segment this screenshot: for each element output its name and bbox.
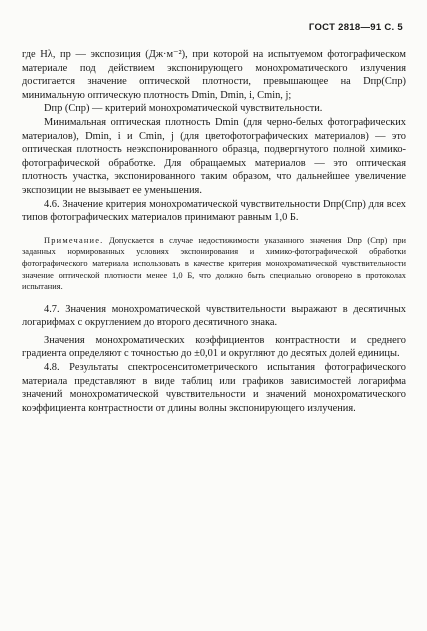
paragraph-contrast-values: Значения монохроматических коэффициентов контрастности и среднего градиента определяют с точностью до ±0,01 и округляют до десятых долей единицы.: [22, 334, 406, 360]
paragraph-4-6: 4.6. Значение критерия монохроматической чувствительности Dпр(Cпр) для всех типов фотографических материалов принимают равным 1,0 Б.: [22, 198, 406, 224]
document-body: [22, 48, 406, 415]
page-header: ГОСТ 2818—91 С. 5: [308, 22, 403, 33]
paragraph-exposure-definition: где Hλ, пр — экспозиция (Дж·м⁻²), при которой на испытуемом фотографическом материале под действием экспонирующего монохроматического излучения достигается значение оптической плотности, превышающее на Dпр(Cпр) минимальную оптическую плотность Dmin, Dmin, i, Cmin, j;: [22, 49, 406, 101]
note-label: Примечание.: [44, 235, 104, 245]
note-text: Допускается в случае недостижимости указанного значения Dпр (Cпр) при заданных нормированных условиях экспонирования и химико-фотографической обработки фотографического материала использовать в качестве критерия монохроматической чувствительности значение оптической плотности менее 1,0 Б, что должно быть специально оговорено в протоколах испытания.: [22, 235, 406, 292]
paragraph-criterion-definition: Dпр (Cпр) — критерий монохроматической чувствительности.: [44, 103, 323, 115]
note: [22, 235, 406, 293]
paragraph-4-7: 4.7. Значения монохроматической чувствительности выражают в десятичных логарифмах с округлением до второго десятичного знака.: [22, 303, 406, 329]
paragraph-4-8: 4.8. Результаты спектросенситометрического испытания фотографического материала представляют в виде таблиц или графиков зависимостей логарифма значений монохроматической чувствительности и значений монохроматического коэффициента контрастности от длины волны экспонирующего излучения.: [22, 362, 406, 414]
paragraph-min-density: Минимальная оптическая плотность Dmin (для черно-белых фотографических материалов), Dmin, i и Cmin, j (для цветофотографических материалов) — это оптическая плотность неэкспонированного образца, подвергнутого полной химико-фотографической обработке. Для обращаемых материалов — это оптическая плотность участка, экспонированного таким образом, что дальнейшее увеличение экспозиции не вызывает ее уменьшения.: [22, 116, 406, 196]
